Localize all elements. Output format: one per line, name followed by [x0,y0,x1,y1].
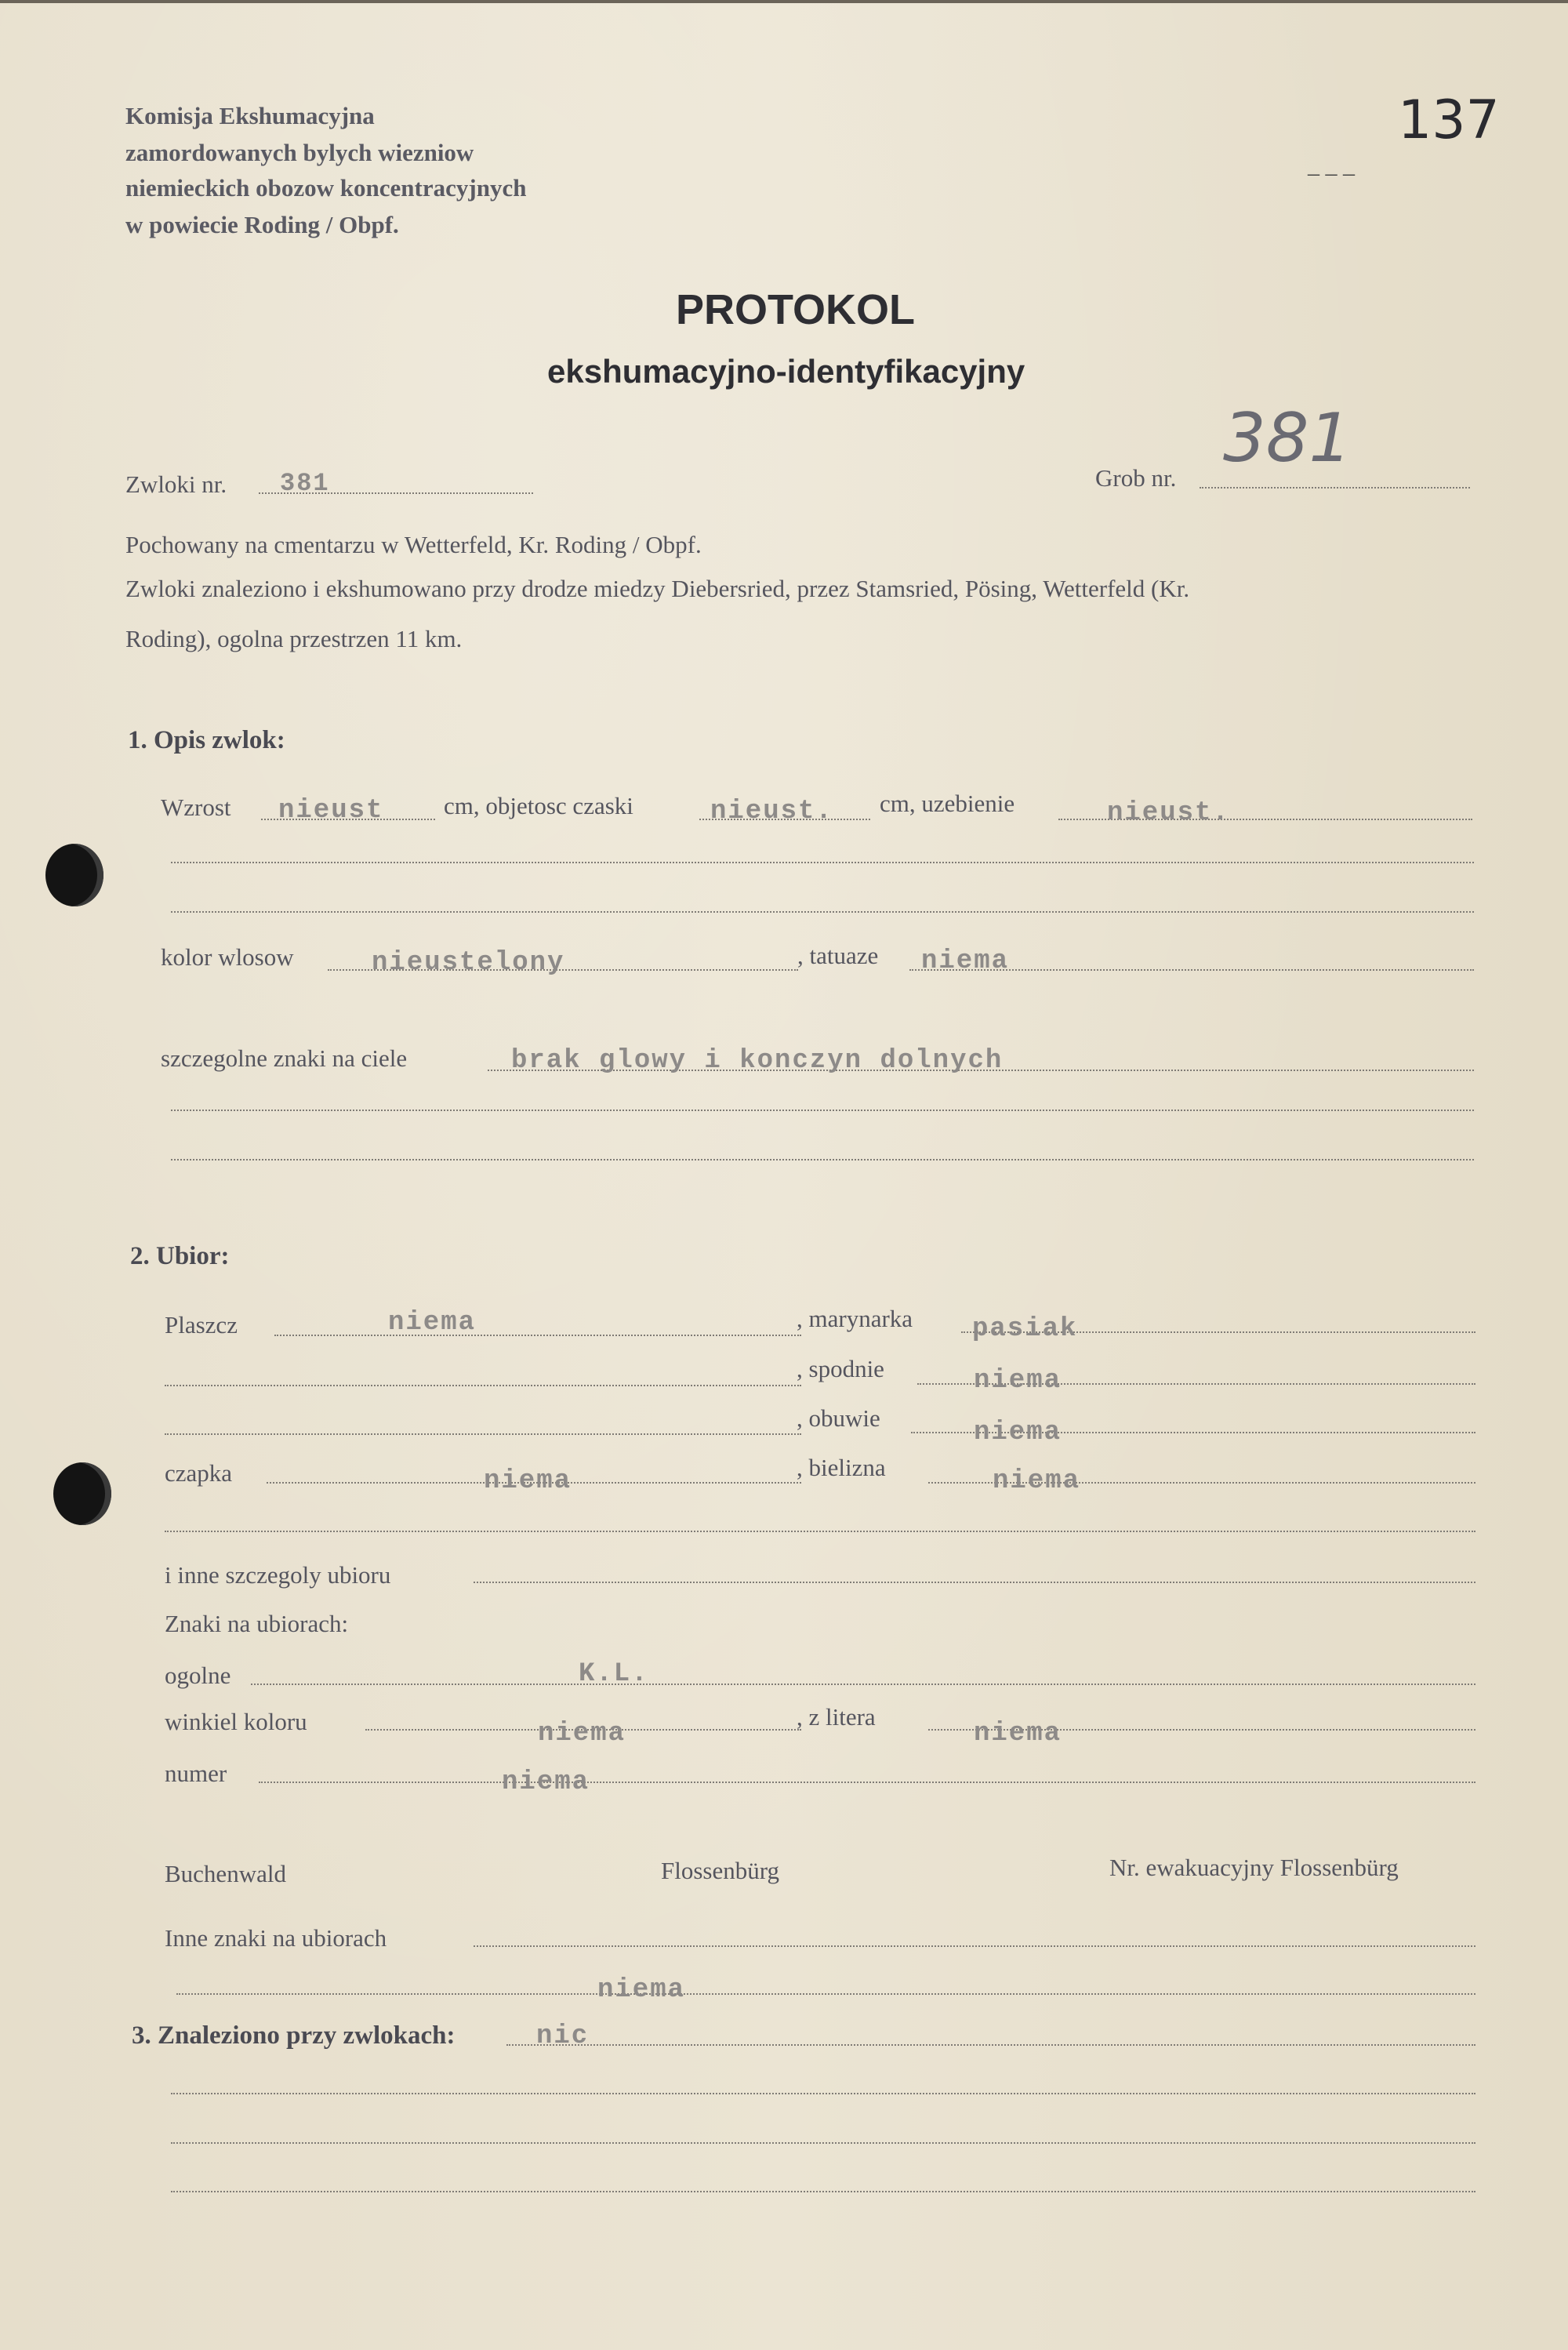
inne-szczegoly-line [474,1582,1475,1583]
bielizna-value: niema [993,1466,1081,1496]
znaki-label: szczegolne znaki na ciele [161,1044,408,1072]
punch-hole-top [45,844,103,906]
grob-label: Grob nr. [1095,464,1177,492]
section-3-line [506,2044,1475,2046]
winkiel-value: niema [538,1719,626,1749]
tatuaze-label: , tatuaze [797,942,879,969]
ogolne-label: ogolne [165,1662,231,1689]
zwloki-label: Zwloki nr. [125,470,227,498]
grob-line [1200,487,1470,489]
blank-line [171,1159,1474,1160]
spodnie-value: niema [974,1366,1062,1396]
commission-line-4: w powiecie Roding / Obpf. [125,211,399,238]
blank-line [171,911,1474,913]
blank-line [165,1531,1475,1532]
page-number-dashes: _ _ _ [1308,152,1355,178]
numer-value: niema [502,1767,590,1797]
wzrost-label: Wzrost [161,794,231,821]
inne-znaki-label: Inne znaki na ubiorach [165,1924,387,1952]
inne-znaki-line [474,1945,1475,1947]
czaszka-label: cm, objetosc czaski [444,792,633,819]
uzebienie-label: cm, uzebienie [880,790,1015,817]
kolor-value: nieustelony [372,948,565,978]
uzebienie-value: nieust. [1107,798,1230,828]
obuwie-label: , obuwie [797,1404,880,1432]
page-number: 137 [1398,89,1500,151]
flossenburg-label: Flossenbürg [661,1857,780,1884]
page-subtitle: ekshumacyjno-identyfikacyjny [547,353,1025,390]
page-title: PROTOKOL [676,286,916,333]
section-2-heading: 2. Ubior: [130,1242,230,1270]
czaszka-value: nieust. [710,797,833,826]
czapka-label: czapka [165,1459,233,1487]
found-location-line2: Roding), ogolna przestrzen 11 km. [125,625,463,652]
tatuaze-value: niema [921,946,1010,976]
plaszcz-line [274,1335,801,1336]
marynarka-value: pasiak [972,1314,1078,1344]
found-location-line1: Zwloki znaleziono i ekshumowano przy drodze miedzy Diebersried, przez Stamsried, Pösing, Wetterfeld (Kr. [125,575,1190,602]
blank-line [165,1433,801,1435]
blank-line [171,2093,1475,2094]
czapka-value: niema [484,1466,572,1496]
z-litera-value: niema [974,1719,1062,1749]
grob-value: 381 [1223,399,1352,478]
punch-hole-bottom [53,1462,111,1525]
plaszcz-label: Plaszcz [165,1311,238,1338]
spodnie-label: , spodnie [797,1355,884,1382]
bielizna-label: , bielizna [797,1454,886,1481]
section-3-value: nic [536,2021,590,2051]
znaki-value: brak glowy i konczyn dolnych [511,1046,1004,1076]
blank-line [176,1993,1475,1995]
kolor-label: kolor wlosow [161,943,294,971]
plaszcz-value: niema [388,1308,477,1338]
inne-znaki-value: niema [597,1975,686,2005]
commission-line-2: zamordowanych bylych wiezniow [125,139,474,166]
blank-line [171,2191,1475,2192]
nr-ewak-label: Nr. ewakuacyjny Flossenbürg [1109,1854,1399,1881]
inne-szczegoly-label: i inne szczegoly ubioru [165,1561,391,1589]
numer-label: numer [165,1760,227,1787]
blank-line [171,862,1474,863]
ogolne-line [251,1684,1475,1685]
blank-line [165,1385,801,1386]
section-3-heading: 3. Znaleziono przy zwlokach: [132,2021,456,2050]
numer-line [259,1782,1475,1783]
marynarka-label: , marynarka [797,1305,913,1332]
z-litera-label: , z litera [797,1703,876,1731]
zwloki-value: 381 [280,469,330,498]
commission-line-3: niemieckich obozow koncentracyjnych [125,174,527,202]
znaki-ubiorach-label: Znaki na ubiorach: [165,1610,349,1637]
wzrost-value: nieust [278,796,384,826]
commission-line-1: Komisja Ekshumacyjna [125,102,375,129]
obuwie-value: niema [974,1418,1062,1447]
buchenwald-label: Buchenwald [165,1860,286,1887]
winkiel-label: winkiel koloru [165,1708,307,1735]
section-1-heading: 1. Opis zwlok: [128,726,285,754]
burial-location: Pochowany na cmentarzu w Wetterfeld, Kr. Roding / Obpf. [125,531,702,558]
blank-line [171,1110,1474,1111]
blank-line [171,2142,1475,2144]
ogolne-value: K.L. [579,1659,649,1689]
